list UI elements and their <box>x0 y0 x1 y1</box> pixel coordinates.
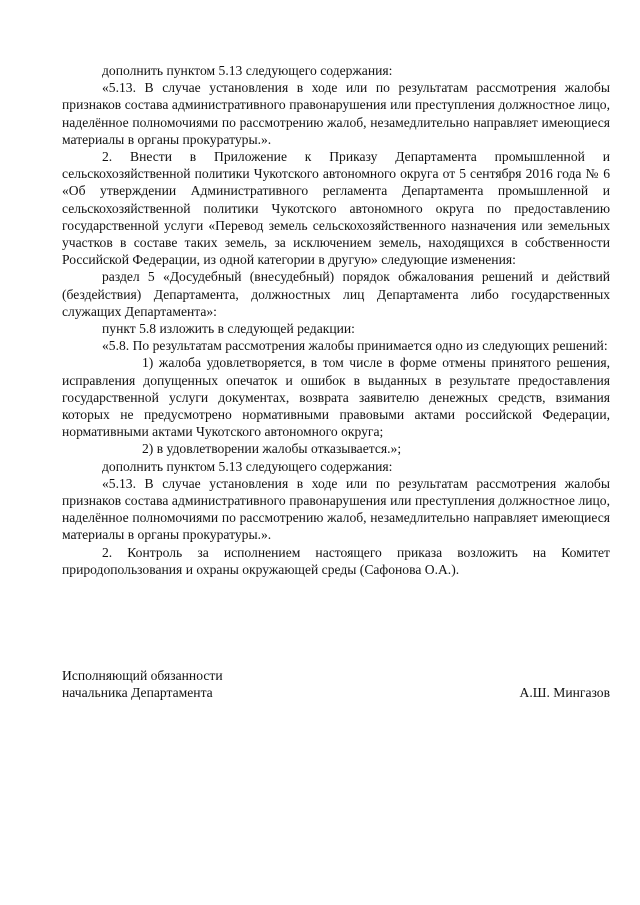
paragraph-section-5: раздел 5 «Досудебный (внесудебный) порядок обжалования решений и действий (бездействия) Департамента, должностных лиц Департамента либо государственных служащих Департамента»: <box>62 269 610 319</box>
signature-position-line2: начальника Департамента <box>62 685 213 701</box>
list-item-2 <box>62 440 610 457</box>
paragraph-5-8-text: «5.8. По результатам рассмотрения жалобы принимается одно из следующих решений: <box>102 338 608 354</box>
signature-name: А.Ш. Мингазов <box>519 685 610 701</box>
paragraph-add-5-13-intro: дополнить пунктом 5.13 следующего содержания: <box>102 63 393 78</box>
list-item-text: жалоба удовлетворяется, в том числе в форме отмены принятого решения, исправления допущенных опечаток и ошибок в выданных в результате предоставления государственной услуги документах, возврата заявителю денежных средств, взимания которых не предусмотрено нормативными правовыми актами российской Федерации, нормативными актами Чукотского автономного округа; <box>62 355 610 440</box>
signature-block <box>62 667 610 701</box>
paragraph-add-5-13-intro-2: дополнить пунктом 5.13 следующего содержания: <box>102 458 393 474</box>
document-body <box>62 62 610 578</box>
list-item-text: в удовлетворении жалобы отказывается.»; <box>156 441 402 457</box>
paragraph-5-8-intro: пункт 5.8 изложить в следующей редакции: <box>102 321 355 337</box>
paragraph-control: 2. Контроль за исполнением настоящего приказа возложить на Комитет природопользования и охраны окружающей среды (Сафонова О.А.). <box>62 544 610 577</box>
list-item-1 <box>62 354 610 440</box>
paragraph-5-13-text-2: «5.13. В случае установления в ходе или по результатам рассмотрения жалобы признаков состава административного правонарушения или преступления должностное лицо, наделённое полномочиями по рассмотрению жалоб, незамедлительно направляет имеющиеся материалы в органы прокуратуры.». <box>62 475 610 543</box>
signature-position-line1: Исполняющий обязанности <box>62 668 223 683</box>
paragraph-5-13-text: «5.13. В случае установления в ходе или по результатам рассмотрения жалобы признаков состава административного правонарушения или преступления должностное лицо, наделённое полномочиями по рассмотрению жалоб, незамедлительно направляет имеющиеся материалы в органы прокуратуры.». <box>62 80 610 147</box>
paragraph-item-2-amend: 2. Внести в Приложение к Приказу Департамента промышленной и сельскохозяйственной политики Чукотского автономного округа от 5 сентября 2016 года № 6 «Об утверждении Административного регламента Департамента промышленной и сельскохозяйственной политики Чукотского автономного округа по предоставлению государственной услуги «Перевод земель сельскохозяйственного назначения или земельных участков в составе таких земель, за исключением земель, находящихся в собственности Российской Федерации, из одной категории в другую» следующие изменения: <box>62 149 610 268</box>
list-item-number: 2) <box>142 441 154 457</box>
list-item-number: 1) <box>142 355 154 371</box>
